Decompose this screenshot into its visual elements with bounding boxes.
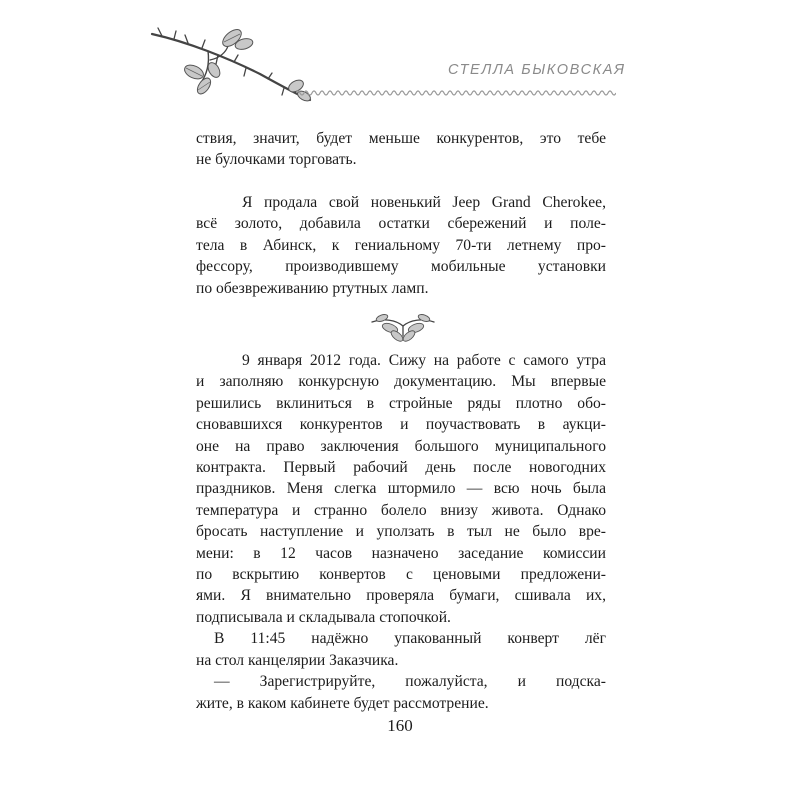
text-line: бросать наступление и уползать в тыл не было вре- <box>196 523 606 541</box>
text-line: фессору, производившему мобильные установки <box>196 258 606 276</box>
paragraph-jeep <box>196 192 606 299</box>
text-line: не булочками торговать. <box>196 151 357 169</box>
running-header-author: СТЕЛЛА БЫКОВСКАЯ <box>448 62 626 78</box>
text-line: мени: в 12 часов назначено заседание комиссии <box>196 544 606 562</box>
text-line: на стол канцелярии Заказчика. <box>196 651 399 669</box>
text-line: подписывала и складывала стопочкой. <box>196 608 451 626</box>
text-line: оне на право заключения большого муниципального <box>196 437 606 455</box>
text-line: жите, в каком кабинете будет рассмотрение. <box>196 694 489 712</box>
text-line: ями. Я внимательно проверяла бумаги, сшивала их, <box>196 587 606 605</box>
text-line: температура и странно болело внизу живота. Однако <box>196 501 606 519</box>
thorny-branch-icon <box>148 22 318 104</box>
text-line: и заполняю конкурсную документацию. Мы впервые <box>196 373 606 391</box>
paragraph-diary <box>196 350 606 714</box>
text-line: Я продала свой новенький Jeep Grand Cherokee, <box>242 194 606 211</box>
text-line: ствия, значит, будет меньше конкурентов, это тебе <box>196 130 606 147</box>
text-line: по обезвреживанию ртутных ламп. <box>196 279 429 297</box>
text-line: В 11:45 надёжно упакованный конверт лёг <box>214 630 606 648</box>
text-line: контракта. Первый рабочий день после новогодних <box>196 459 606 477</box>
text-line: сновавшихся конкурентов и поучаствовать в аукци- <box>196 416 606 434</box>
text-line: всё золото, добавила остатки сбережений и поле- <box>196 215 606 233</box>
page-number: 160 <box>387 716 413 735</box>
leaf-divider-icon <box>370 308 436 344</box>
text-line: по вскрытию конвертов с ценовыми предложени- <box>196 566 606 584</box>
text-line: праздников. Меня слегка штормило — всю ночь была <box>196 480 606 498</box>
header-wavy-rule <box>296 88 616 98</box>
text-line: тела в Абинск, к гениальному 70-ти летнему про- <box>196 236 606 254</box>
text-line: 9 января 2012 года. Сижу на работе с самого утра <box>242 352 606 369</box>
text-line: — Зарегистрируйте, пожалуйста, и подска- <box>214 673 606 691</box>
paragraph-continued <box>196 128 606 171</box>
text-line: решились вклиниться в стройные ряды плотно обо- <box>196 394 606 412</box>
